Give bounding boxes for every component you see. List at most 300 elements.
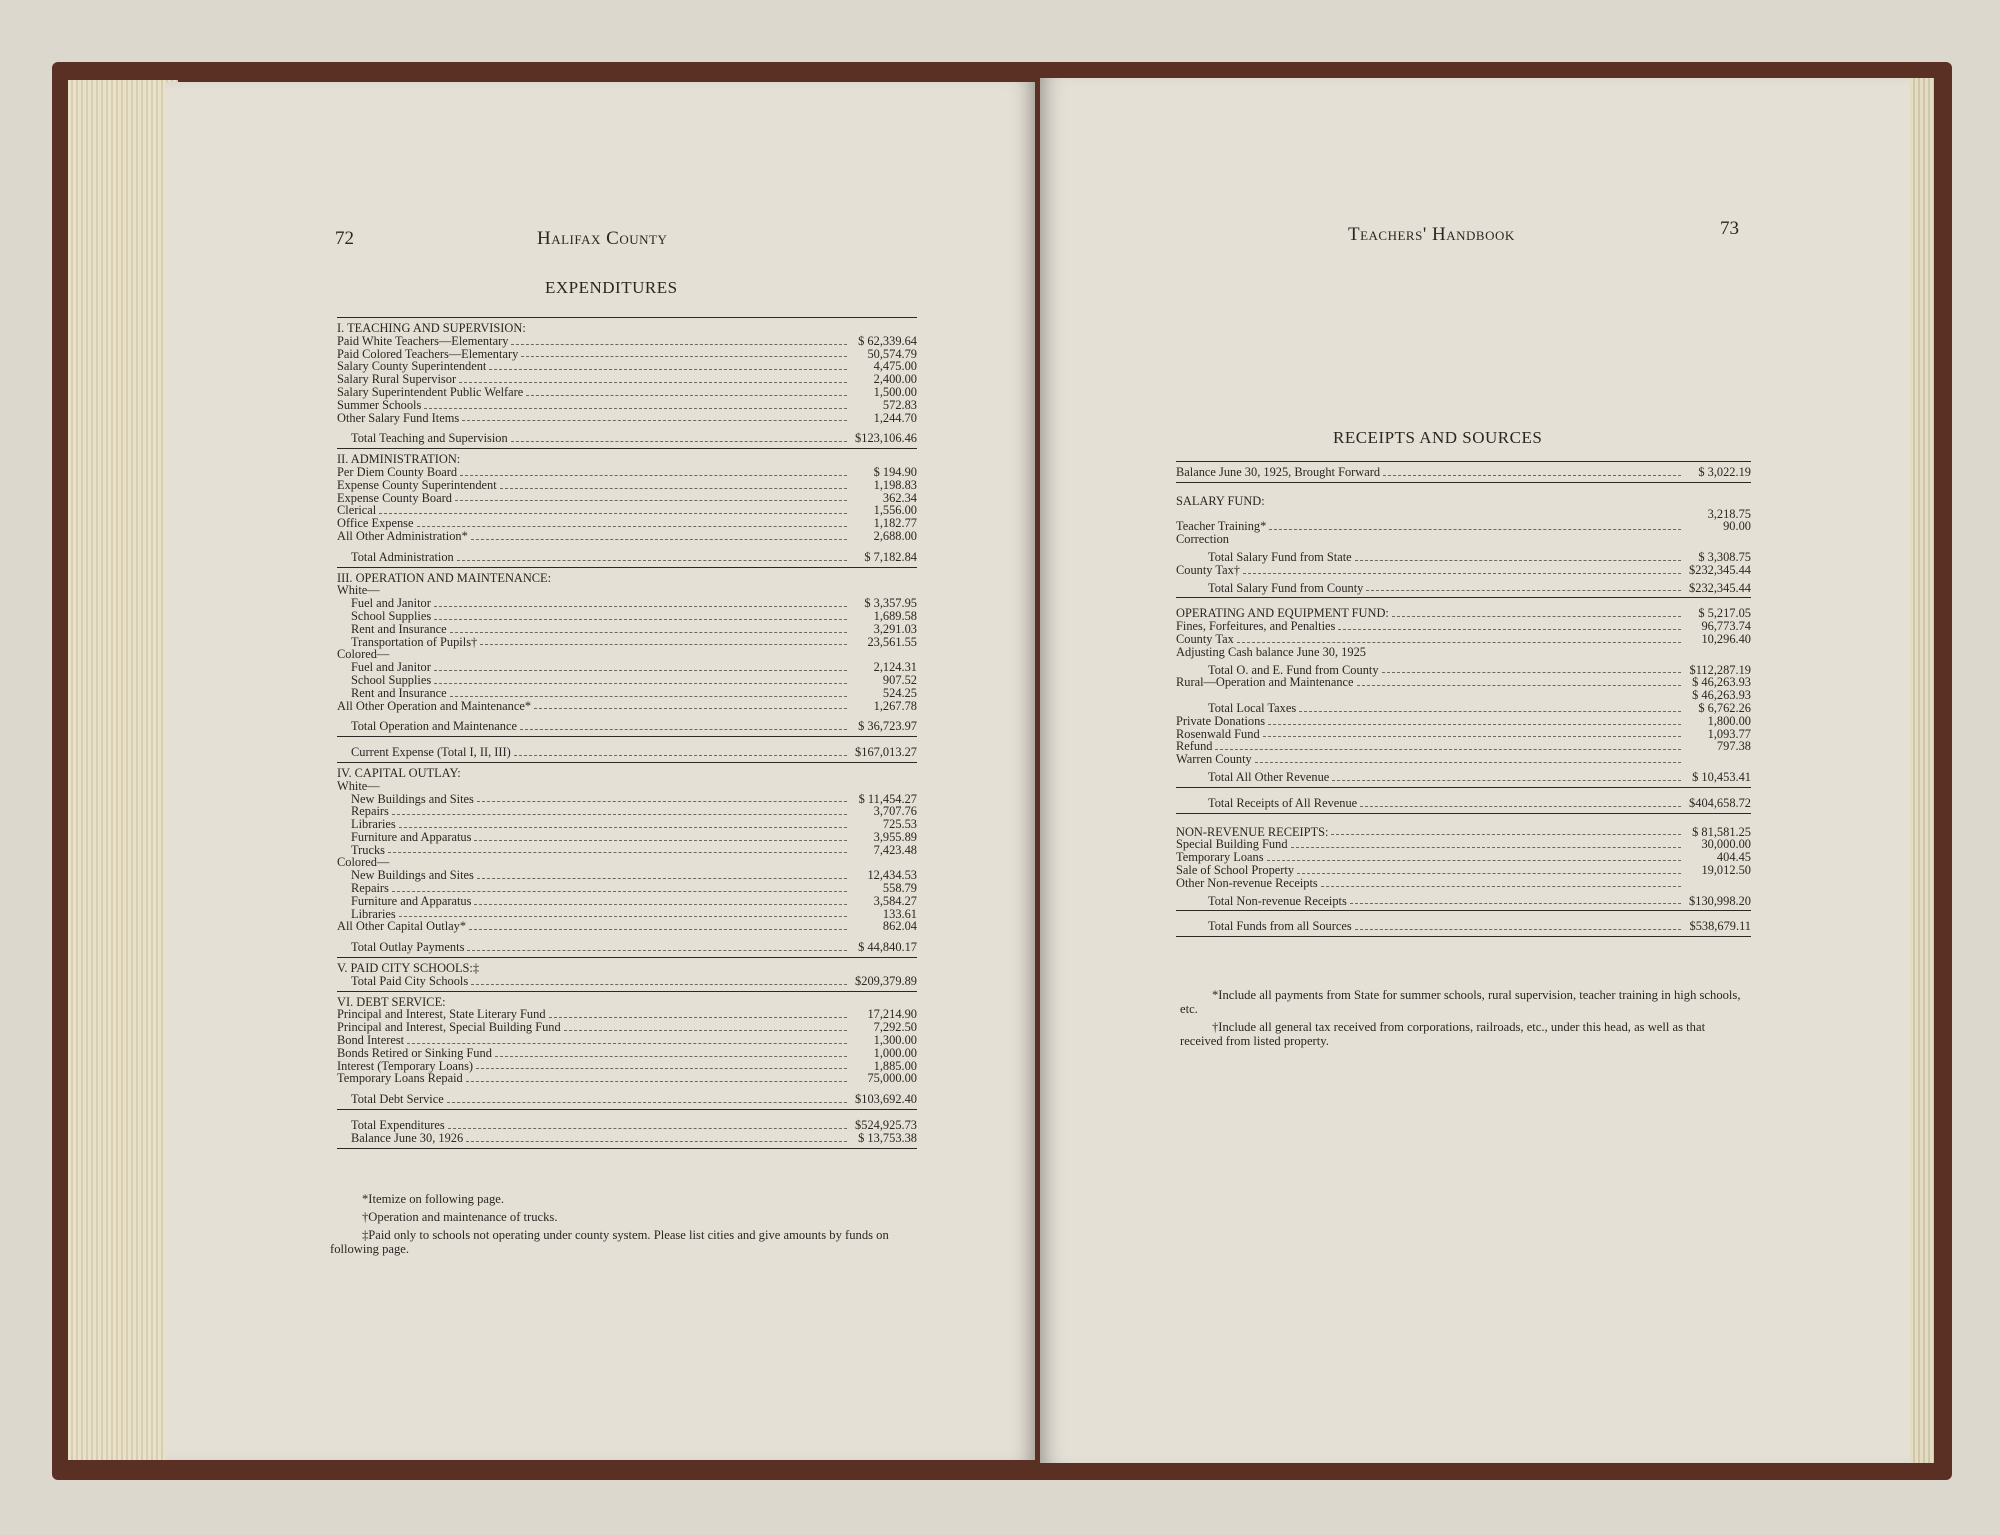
row-label: Furniture and Apparatus bbox=[351, 829, 472, 844]
row-label: New Buildings and Sites bbox=[351, 868, 474, 883]
leader-dots bbox=[1355, 560, 1681, 561]
row-label: School Supplies bbox=[351, 672, 432, 687]
table-row bbox=[337, 636, 917, 649]
row-amount: 50,574.79 bbox=[867, 346, 917, 361]
row-label: Fuel and Janitor bbox=[351, 660, 431, 675]
row-label: Expense County Superintendent bbox=[337, 477, 497, 492]
row-label: Current Expense (Total I, II, III) bbox=[351, 745, 511, 760]
table-row bbox=[1176, 582, 1751, 595]
receipts-table bbox=[1176, 458, 1751, 941]
row-label: Private Donations bbox=[1176, 713, 1266, 728]
table-row bbox=[1176, 771, 1751, 784]
row-label: Paid White Teachers—Elementary bbox=[337, 333, 509, 348]
table-row bbox=[1176, 920, 1751, 933]
row-label: Colored— bbox=[337, 647, 390, 662]
divider bbox=[337, 567, 917, 568]
row-amount: $ 81,581.25 bbox=[1692, 824, 1751, 839]
row-amount: 572.83 bbox=[882, 397, 917, 412]
table-row bbox=[337, 844, 917, 857]
row-amount: 90.00 bbox=[1723, 519, 1751, 534]
table-row bbox=[1176, 564, 1751, 577]
left-page-edges bbox=[68, 80, 178, 1460]
row-label: Total Receipts of All Revenue bbox=[1208, 795, 1358, 810]
row-amount: 1,244.70 bbox=[873, 410, 917, 425]
table-row bbox=[337, 412, 917, 425]
table-row bbox=[337, 466, 917, 479]
table-row bbox=[337, 1047, 917, 1060]
leader-dots bbox=[1297, 873, 1681, 874]
row-amount: 12,434.53 bbox=[867, 868, 917, 883]
table-row bbox=[337, 805, 917, 818]
leader-dots bbox=[1268, 724, 1681, 725]
leader-dots bbox=[1291, 847, 1681, 848]
table-row bbox=[337, 1021, 917, 1034]
row-amount: 1,182.77 bbox=[873, 516, 917, 531]
section-heading: I. TEACHING AND SUPERVISION: bbox=[337, 321, 526, 335]
row-label: Total Operation and Maintenance bbox=[351, 719, 517, 734]
row-label: White— bbox=[337, 583, 380, 598]
leader-dots bbox=[466, 1141, 847, 1142]
leader-dots bbox=[434, 606, 847, 607]
leader-dots bbox=[1350, 903, 1681, 904]
row-label: Bond Interest bbox=[337, 1033, 405, 1048]
table-row bbox=[1176, 851, 1751, 864]
row-amount: 1,093.77 bbox=[1707, 726, 1751, 741]
page-number: 73 bbox=[1720, 218, 1739, 239]
row-amount: 1,300.00 bbox=[873, 1033, 917, 1048]
row-label: Other Salary Fund Items bbox=[337, 410, 460, 425]
row-amount: 3,955.89 bbox=[873, 829, 917, 844]
leader-dots bbox=[434, 619, 847, 620]
table-row bbox=[337, 746, 917, 759]
row-label: Fuel and Janitor bbox=[351, 596, 431, 611]
leader-dots bbox=[480, 644, 847, 645]
divider bbox=[337, 991, 917, 992]
table-row bbox=[1176, 895, 1751, 908]
row-label: All Other Administration* bbox=[337, 528, 468, 543]
row-amount: 96,773.74 bbox=[1701, 619, 1751, 634]
leader-dots bbox=[462, 420, 847, 421]
section-heading: VI. DEBT SERVICE: bbox=[337, 994, 446, 1009]
row-amount: $112,287.19 bbox=[1689, 662, 1751, 677]
row-amount: $167,013.27 bbox=[855, 745, 917, 760]
leader-dots bbox=[1366, 590, 1681, 591]
leader-dots bbox=[457, 560, 847, 561]
leader-dots bbox=[459, 382, 847, 383]
table-row bbox=[337, 1034, 917, 1047]
table-row bbox=[337, 882, 917, 895]
row-amount: 524.25 bbox=[882, 685, 917, 700]
row-label: Transportation of Pupils† bbox=[351, 634, 478, 649]
row-label: Balance June 30, 1926 bbox=[351, 1130, 464, 1145]
row-label: Paid Colored Teachers—Elementary bbox=[337, 346, 519, 361]
row-label: Salary Superintendent Public Welfare bbox=[337, 384, 524, 399]
footnote: *Include all payments from State for summer schools, rural supervision, teacher training in high schools, etc. bbox=[1180, 988, 1741, 1016]
row-amount: $232,345.44 bbox=[1689, 580, 1751, 595]
leader-dots bbox=[1263, 736, 1681, 737]
leader-dots bbox=[477, 878, 847, 879]
row-amount: 3,707.76 bbox=[873, 804, 917, 819]
row-label: Expense County Board bbox=[337, 490, 452, 505]
row-label: Total Expenditures bbox=[351, 1118, 445, 1133]
table-row bbox=[1176, 466, 1751, 479]
table-row bbox=[337, 895, 917, 908]
section-title: EXPENDITURES bbox=[545, 278, 678, 297]
leader-dots bbox=[1382, 672, 1681, 673]
row-label: Teacher Training* bbox=[1176, 519, 1267, 534]
row-label: Total Administration bbox=[351, 549, 454, 564]
divider bbox=[1176, 597, 1751, 598]
row-amount: 133.61 bbox=[882, 906, 917, 921]
leader-dots bbox=[434, 683, 847, 684]
leader-dots bbox=[399, 827, 847, 828]
section-heading: SALARY FUND: bbox=[1176, 493, 1265, 508]
row-amount: 2,400.00 bbox=[873, 372, 917, 387]
table-row bbox=[337, 687, 917, 700]
row-label: Principal and Interest, State Literary Fund bbox=[337, 1007, 546, 1022]
leader-dots bbox=[500, 488, 847, 489]
table-row bbox=[1176, 797, 1751, 810]
row-amount: $ 11,454.27 bbox=[858, 791, 917, 806]
table-row bbox=[337, 1093, 917, 1106]
row-label: All Other Capital Outlay* bbox=[337, 919, 467, 934]
leader-dots bbox=[392, 891, 847, 892]
row-label: Adjusting Cash balance June 30, 1925 bbox=[1176, 644, 1366, 659]
leader-dots bbox=[1267, 860, 1681, 861]
row-label: New Buildings and Sites bbox=[351, 791, 474, 806]
row-amount: 2,124.31 bbox=[873, 660, 917, 675]
row-amount: 1,885.00 bbox=[873, 1058, 917, 1073]
row-amount: 1,556.00 bbox=[873, 503, 917, 518]
leader-dots bbox=[455, 500, 847, 501]
row-label: Rent and Insurance bbox=[351, 685, 447, 700]
table-row bbox=[1176, 620, 1751, 633]
row-label: Warren County bbox=[1176, 752, 1252, 767]
leader-dots bbox=[514, 755, 847, 756]
table-row bbox=[337, 432, 917, 445]
row-label: Total All Other Revenue bbox=[1208, 769, 1330, 784]
divider bbox=[337, 448, 917, 449]
row-label: Special Building Fund bbox=[1176, 837, 1288, 852]
table-row bbox=[337, 818, 917, 831]
leader-dots bbox=[1237, 642, 1681, 643]
table-row bbox=[1176, 753, 1751, 766]
section-heading: OPERATING AND EQUIPMENT FUND: bbox=[1176, 606, 1389, 621]
row-label: County Tax† bbox=[1176, 562, 1240, 577]
row-label: Total Salary Fund from County bbox=[1208, 580, 1364, 595]
row-amount: 7,423.48 bbox=[873, 842, 917, 857]
table-row bbox=[337, 1119, 917, 1132]
leader-dots bbox=[1355, 929, 1681, 930]
table-row bbox=[1176, 633, 1751, 646]
row-label: Total Salary Fund from State bbox=[1208, 549, 1352, 564]
row-label: Salary County Superintendent bbox=[337, 359, 487, 374]
row-amount: 1,000.00 bbox=[873, 1045, 917, 1060]
divider bbox=[1176, 936, 1751, 937]
leader-dots bbox=[392, 814, 847, 815]
leader-dots bbox=[466, 1081, 847, 1082]
table-row bbox=[337, 1132, 917, 1145]
row-amount: 19,012.50 bbox=[1701, 862, 1751, 877]
row-amount: 1,267.78 bbox=[873, 698, 917, 713]
leader-dots bbox=[447, 1102, 847, 1103]
row-label: Furniture and Apparatus bbox=[351, 893, 472, 908]
row-label: Salary Rural Supervisor bbox=[337, 372, 457, 387]
leader-dots bbox=[534, 708, 847, 709]
row-amount: 75,000.00 bbox=[867, 1071, 917, 1086]
row-label: Per Diem County Board bbox=[337, 464, 458, 479]
row-label: Rent and Insurance bbox=[351, 621, 447, 636]
row-label: White— bbox=[337, 778, 380, 793]
row-amount: $ 6,762.26 bbox=[1698, 700, 1751, 715]
table-row bbox=[1176, 864, 1751, 877]
leader-dots bbox=[495, 1056, 847, 1057]
leader-dots bbox=[467, 950, 847, 951]
left-page bbox=[165, 82, 1035, 1460]
row-amount: 797.38 bbox=[1716, 739, 1751, 754]
footnote: ‡Paid only to schools not operating under county system. Please list cities and give amounts by funds on following page. bbox=[330, 1228, 889, 1256]
leader-dots bbox=[434, 670, 847, 671]
leader-dots bbox=[1331, 834, 1681, 835]
row-amount: 862.04 bbox=[882, 919, 917, 934]
leader-dots bbox=[1332, 780, 1681, 781]
table-row bbox=[1176, 533, 1751, 546]
table-row bbox=[337, 975, 917, 988]
leader-dots bbox=[448, 1128, 847, 1129]
row-label: Clerical bbox=[337, 503, 377, 518]
leader-dots bbox=[521, 356, 847, 357]
leader-dots bbox=[417, 526, 848, 527]
table-row bbox=[337, 504, 917, 517]
table-row bbox=[337, 831, 917, 844]
leader-dots bbox=[520, 729, 847, 730]
row-amount: $ 7,182.84 bbox=[864, 549, 917, 564]
table-row bbox=[337, 674, 917, 687]
row-label: Colored— bbox=[337, 855, 390, 870]
table-row bbox=[1176, 676, 1751, 689]
row-amount: $ 13,753.38 bbox=[858, 1130, 917, 1145]
row-amount: 3,291.03 bbox=[873, 621, 917, 636]
table-row bbox=[337, 386, 917, 399]
row-amount: 23,561.55 bbox=[867, 634, 917, 649]
leader-dots bbox=[474, 840, 847, 841]
section-heading: V. PAID CITY SCHOOLS:‡ bbox=[337, 961, 480, 976]
row-amount: $232,345.44 bbox=[1689, 562, 1751, 577]
table-row bbox=[337, 610, 917, 623]
table-row bbox=[1176, 715, 1751, 728]
section-heading: NON-REVENUE RECEIPTS: bbox=[1176, 824, 1329, 839]
divider bbox=[1176, 787, 1751, 788]
divider bbox=[337, 1148, 917, 1149]
row-amount: $ 62,339.64 bbox=[858, 333, 917, 348]
row-amount: $ 5,217.05 bbox=[1698, 606, 1751, 621]
table-row bbox=[337, 492, 917, 505]
leader-dots bbox=[1360, 806, 1681, 807]
row-amount: $ 3,022.19 bbox=[1698, 465, 1751, 479]
row-label: All Other Operation and Maintenance* bbox=[337, 698, 532, 713]
leader-dots bbox=[1269, 529, 1681, 530]
section-heading: II. ADMINISTRATION: bbox=[337, 452, 461, 467]
row-amount: $538,679.11 bbox=[1689, 919, 1751, 934]
leader-dots bbox=[1383, 475, 1681, 476]
leader-dots bbox=[471, 984, 847, 985]
row-label: Office Expense bbox=[337, 516, 414, 531]
page-number: 72 bbox=[335, 228, 354, 249]
table-row bbox=[1176, 520, 1751, 533]
table-row bbox=[1176, 877, 1751, 890]
row-amount: $ 3,357.95 bbox=[864, 596, 917, 611]
row-amount: $ 3,308.75 bbox=[1698, 549, 1751, 564]
row-label: Correction bbox=[1176, 532, 1229, 547]
table-row bbox=[1176, 646, 1751, 659]
row-amount: $ 46,263.93 bbox=[1692, 688, 1751, 703]
row-amount: 4,475.00 bbox=[873, 359, 917, 374]
row-label: Total Local Taxes bbox=[1208, 700, 1297, 715]
row-amount: 17,214.90 bbox=[867, 1007, 917, 1022]
leader-dots bbox=[526, 395, 847, 396]
leader-dots bbox=[564, 1030, 847, 1031]
leader-dots bbox=[511, 441, 847, 442]
divider bbox=[1176, 813, 1751, 814]
table-row bbox=[1176, 740, 1751, 753]
row-amount: 10,296.40 bbox=[1701, 631, 1751, 646]
table-row bbox=[337, 869, 917, 882]
row-amount: 1,800.00 bbox=[1707, 713, 1751, 728]
row-amount: $ 194.90 bbox=[873, 464, 917, 479]
divider bbox=[337, 957, 917, 958]
row-amount: 1,689.58 bbox=[873, 608, 917, 623]
row-amount: $130,998.20 bbox=[1689, 893, 1751, 908]
row-amount: 3,218.75 bbox=[1707, 506, 1751, 521]
row-label: Total Paid City Schools bbox=[351, 973, 469, 988]
leader-dots bbox=[450, 632, 847, 633]
divider bbox=[1176, 461, 1751, 462]
table-row bbox=[337, 720, 917, 733]
row-label: Repairs bbox=[351, 804, 389, 819]
row-label: Other Non-revenue Receipts bbox=[1176, 875, 1318, 890]
leader-dots bbox=[407, 1043, 847, 1044]
leader-dots bbox=[1321, 886, 1681, 887]
leader-dots bbox=[477, 801, 847, 802]
row-label: Total Funds from all Sources bbox=[1208, 919, 1352, 934]
row-label: Libraries bbox=[351, 906, 396, 921]
leader-dots bbox=[1392, 616, 1681, 617]
table-row bbox=[337, 793, 917, 806]
divider bbox=[337, 1109, 917, 1110]
leader-dots bbox=[460, 475, 847, 476]
leader-dots bbox=[549, 1017, 847, 1018]
leader-dots bbox=[1299, 711, 1681, 712]
footnote: *Itemize on following page. bbox=[362, 1192, 504, 1206]
row-label: County Tax bbox=[1176, 631, 1234, 646]
footnotes bbox=[1180, 988, 1750, 1052]
row-amount: $123,106.46 bbox=[855, 431, 917, 446]
row-amount: 725.53 bbox=[882, 817, 917, 832]
table-row bbox=[337, 1072, 917, 1085]
leader-dots bbox=[474, 904, 847, 905]
row-amount: $209,379.89 bbox=[855, 973, 917, 988]
row-label: Sale of School Property bbox=[1176, 862, 1295, 877]
row-label: Total Non-revenue Receipts bbox=[1208, 893, 1347, 908]
row-label: School Supplies bbox=[351, 608, 432, 623]
row-label: Total Debt Service bbox=[351, 1092, 444, 1107]
leader-dots bbox=[1215, 749, 1681, 750]
row-label: Total Outlay Payments bbox=[351, 940, 465, 955]
table-row bbox=[337, 335, 917, 348]
table-row bbox=[337, 623, 917, 636]
row-amount: $524,925.73 bbox=[855, 1118, 917, 1133]
row-label: Interest (Temporary Loans) bbox=[337, 1058, 474, 1073]
row-amount: $ 10,453.41 bbox=[1692, 769, 1751, 784]
row-label: Temporary Loans Repaid bbox=[337, 1071, 463, 1086]
leader-dots bbox=[511, 344, 847, 345]
table-row bbox=[337, 661, 917, 674]
section-heading: IV. CAPITAL OUTLAY: bbox=[337, 765, 461, 780]
section-title: RECEIPTS AND SOURCES bbox=[1333, 428, 1543, 447]
row-label: Rosenwald Fund bbox=[1176, 726, 1260, 741]
table-row bbox=[337, 700, 917, 713]
row-amount: $ 36,723.97 bbox=[858, 719, 917, 734]
row-amount: $404,658.72 bbox=[1689, 795, 1751, 810]
leader-dots bbox=[476, 1068, 847, 1069]
row-label: Bonds Retired or Sinking Fund bbox=[337, 1045, 492, 1060]
leader-dots bbox=[1243, 573, 1681, 574]
table-row bbox=[1176, 702, 1751, 715]
footnotes bbox=[330, 1192, 925, 1260]
leader-dots bbox=[469, 929, 847, 930]
table-row bbox=[337, 530, 917, 543]
row-label: Principal and Interest, Special Building Fund bbox=[337, 1020, 561, 1035]
row-amount: 1,198.83 bbox=[873, 477, 917, 492]
divider bbox=[337, 762, 917, 763]
expenditures-table bbox=[337, 314, 917, 1153]
divider bbox=[1176, 482, 1751, 483]
row-label: Refund bbox=[1176, 739, 1213, 754]
row-amount: 3,584.27 bbox=[873, 893, 917, 908]
row-label: Libraries bbox=[351, 817, 396, 832]
table-row bbox=[337, 551, 917, 564]
row-amount: 362.34 bbox=[882, 490, 917, 505]
running-head: Halifax County bbox=[537, 228, 668, 249]
leader-dots bbox=[399, 916, 847, 917]
row-label: Trucks bbox=[351, 842, 385, 857]
row-amount: 907.52 bbox=[882, 672, 917, 687]
row-amount: $103,692.40 bbox=[855, 1092, 917, 1107]
row-amount: 404.45 bbox=[1716, 850, 1751, 865]
row-amount: 30,000.00 bbox=[1701, 837, 1751, 852]
running-head: Teachers' Handbook bbox=[1348, 224, 1515, 245]
divider bbox=[337, 317, 917, 318]
row-amount: $ 44,840.17 bbox=[858, 940, 917, 955]
leader-dots bbox=[471, 539, 847, 540]
leader-dots bbox=[1255, 762, 1681, 763]
row-amount: 1,500.00 bbox=[873, 384, 917, 399]
row-label: Fines, Forfeitures, and Penalties bbox=[1176, 619, 1336, 634]
table-row bbox=[337, 780, 917, 793]
table-row bbox=[337, 399, 917, 412]
table-row bbox=[337, 479, 917, 492]
leader-dots bbox=[379, 513, 847, 514]
divider bbox=[1176, 910, 1751, 911]
row-label: Summer Schools bbox=[337, 397, 422, 412]
table-row bbox=[337, 941, 917, 954]
row-amount: 2,688.00 bbox=[873, 528, 917, 543]
leader-dots bbox=[489, 369, 847, 370]
footnote: †Include all general tax received from corporations, railroads, etc., under this head, as well as that received from listed property. bbox=[1180, 1020, 1706, 1048]
row-label: Balance June 30, 1925, Brought Forward bbox=[1176, 465, 1381, 479]
table-row bbox=[1176, 728, 1751, 741]
table-row bbox=[1176, 551, 1751, 564]
